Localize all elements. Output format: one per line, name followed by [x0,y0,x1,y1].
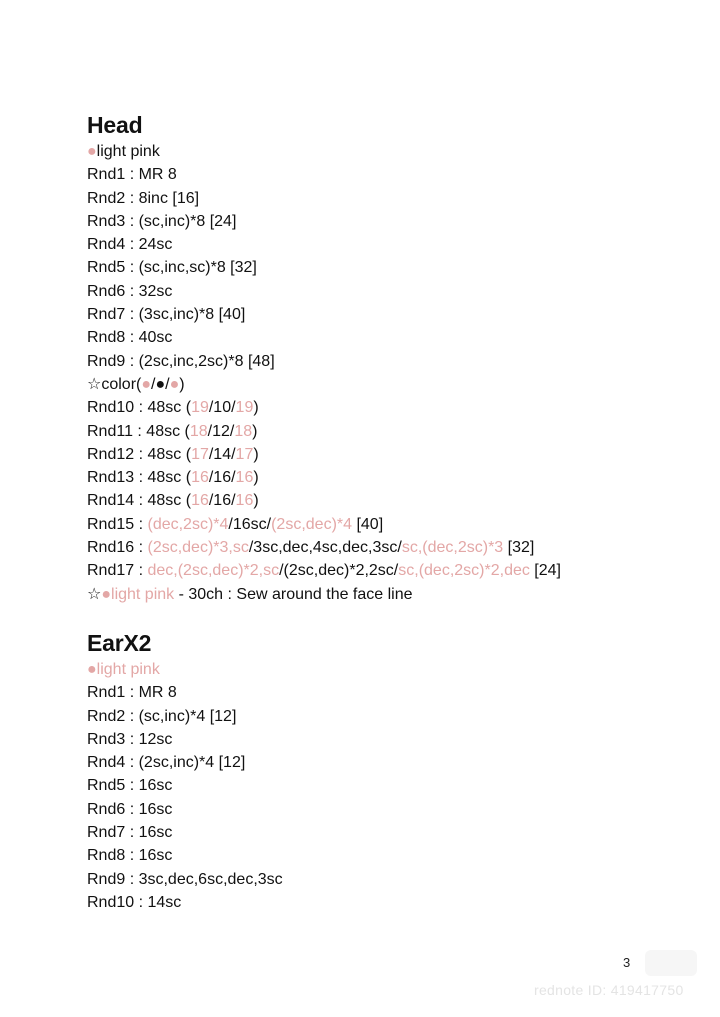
page-number: 3 [623,955,631,970]
pink-text-segment: (dec,2sc)*4 [147,515,229,533]
text-segment: /14/ [208,445,236,463]
text-segment: Rnd10 : 48sc ( [87,399,192,417]
text-segment: /16sc/ [228,515,272,533]
section-head-lines [87,140,687,606]
text-segment: Rnd9 : 3sc,dec,6sc,dec,3sc [87,870,283,888]
pattern-line [87,163,687,186]
text-segment: ) [253,492,259,510]
pink-text-segment: sc,(dec,2sc)*3 [401,539,504,557]
pattern-line [87,559,687,582]
text-segment: ) [253,445,259,463]
text-segment: Rnd7 : 16sc [87,824,173,842]
section-head [87,110,687,606]
pattern-line [87,233,687,256]
pink-text-segment: 16 [191,469,209,487]
text-segment: Rnd13 : 48sc ( [87,469,192,487]
text-segment: Rnd2 : 8inc [16] [87,189,200,207]
pattern-line [87,326,687,349]
pattern-line [87,751,687,774]
text-segment: Rnd6 : 16sc [87,800,173,818]
section-title-head: Head [87,112,143,138]
pattern-line [87,728,687,751]
text-segment: ☆ [87,585,102,603]
text-segment: Rnd1 : MR 8 [87,684,177,702]
text-segment: /(2sc,dec)*2,2sc/ [279,562,399,580]
text-segment: Rnd7 : (3sc,inc)*8 [40] [87,306,246,324]
text-segment: Rnd3 : (sc,inc)*8 [24] [87,212,237,230]
text-segment: Rnd14 : 48sc ( [87,492,192,510]
pink-text-segment: ● [141,375,152,393]
pattern-line [87,705,687,728]
text-segment: Rnd1 : MR 8 [87,166,177,184]
pink-text-segment: 16 [235,469,254,487]
pattern-line [87,187,687,210]
pattern-line [87,658,687,681]
pattern-line [87,303,687,326]
pattern-line [87,844,687,867]
pattern-line [87,443,687,466]
pink-text-segment: dec,(2sc,dec)*2,sc [147,562,280,580]
watermark-text: rednote ID: 419417750 [534,982,684,998]
pattern-document [87,110,687,914]
pattern-line [87,256,687,279]
text-segment: /10/ [208,399,236,417]
text-segment: Rnd5 : (sc,inc,sc)*8 [32] [87,259,257,277]
section-ear [87,628,687,914]
text-segment: Rnd8 : 16sc [87,847,173,865]
text-segment: ) [252,422,258,440]
pattern-line [87,774,687,797]
pattern-line [87,210,687,233]
text-segment: Rnd10 : 14sc [87,893,182,911]
section-ear-lines [87,658,687,914]
pink-text-segment: 18 [189,422,208,440]
pattern-line [87,466,687,489]
pattern-line [87,489,687,512]
text-segment: /●/ [151,375,170,393]
section-title-ear: EarX2 [87,629,152,656]
pink-text-segment: 18 [234,422,253,440]
text-segment: ☆color( [87,375,142,393]
text-segment: Rnd8 : 40sc [87,329,173,347]
pattern-line [87,583,687,606]
pattern-line [87,891,687,914]
text-segment: Rnd16 : [87,539,148,557]
pink-text-segment: (2sc,dec)*4 [271,515,353,533]
pattern-line [87,396,687,419]
pattern-line [87,868,687,891]
pink-text-segment: (2sc,dec)*3,sc [147,539,249,557]
pattern-line [87,420,687,443]
text-segment: /12/ [207,422,235,440]
pink-text-segment: ●light pink [87,660,160,678]
pink-text-segment: 19 [191,399,209,417]
pattern-line [87,513,687,536]
pink-text-segment: ● [169,375,180,393]
text-segment: - 30ch : Sew around the face line [174,585,413,603]
pink-text-segment: 19 [235,399,254,417]
text-segment: ) [253,469,259,487]
text-segment: ) [179,375,185,393]
text-segment: Rnd17 : [87,562,148,580]
pink-text-segment: 17 [235,445,254,463]
text-segment: Rnd9 : (2sc,inc,2sc)*8 [48] [87,352,275,370]
section-gap [87,606,687,628]
pink-text-segment: 17 [191,445,209,463]
pink-text-segment: 16 [235,492,254,510]
pink-text-segment: sc,(dec,2sc)*2,dec [398,562,530,580]
text-segment: Rnd12 : 48sc ( [87,445,192,463]
pattern-line [87,350,687,373]
pink-text-segment: 16 [191,492,209,510]
watermark-badge [645,950,697,976]
text-segment: [24] [529,562,561,580]
text-segment: Rnd2 : (sc,inc)*4 [12] [87,707,237,725]
pattern-line [87,821,687,844]
text-segment: Rnd3 : 12sc [87,730,173,748]
text-segment: Rnd6 : 32sc [87,282,173,300]
text-segment: /16/ [208,492,236,510]
text-segment: Rnd4 : (2sc,inc)*4 [12] [87,754,246,772]
text-segment: /3sc,dec,4sc,dec,3sc/ [248,539,402,557]
pattern-line [87,681,687,704]
text-segment: [32] [503,539,535,557]
text-segment: Rnd15 : [87,515,148,533]
text-segment: Rnd11 : 48sc ( [87,422,190,440]
pattern-line [87,798,687,821]
pattern-line [87,140,687,163]
text-segment: /16/ [208,469,236,487]
text-segment: light pink [96,143,160,160]
text-segment: [40] [352,515,384,533]
pink-text-segment: ●light pink [101,585,175,603]
text-segment: Rnd5 : 16sc [87,777,173,795]
text-segment: ) [253,399,259,417]
pattern-line [87,373,687,396]
pattern-line [87,536,687,559]
pink-text-segment: ● [87,143,97,160]
pattern-line [87,280,687,303]
text-segment: Rnd4 : 24sc [87,236,173,254]
